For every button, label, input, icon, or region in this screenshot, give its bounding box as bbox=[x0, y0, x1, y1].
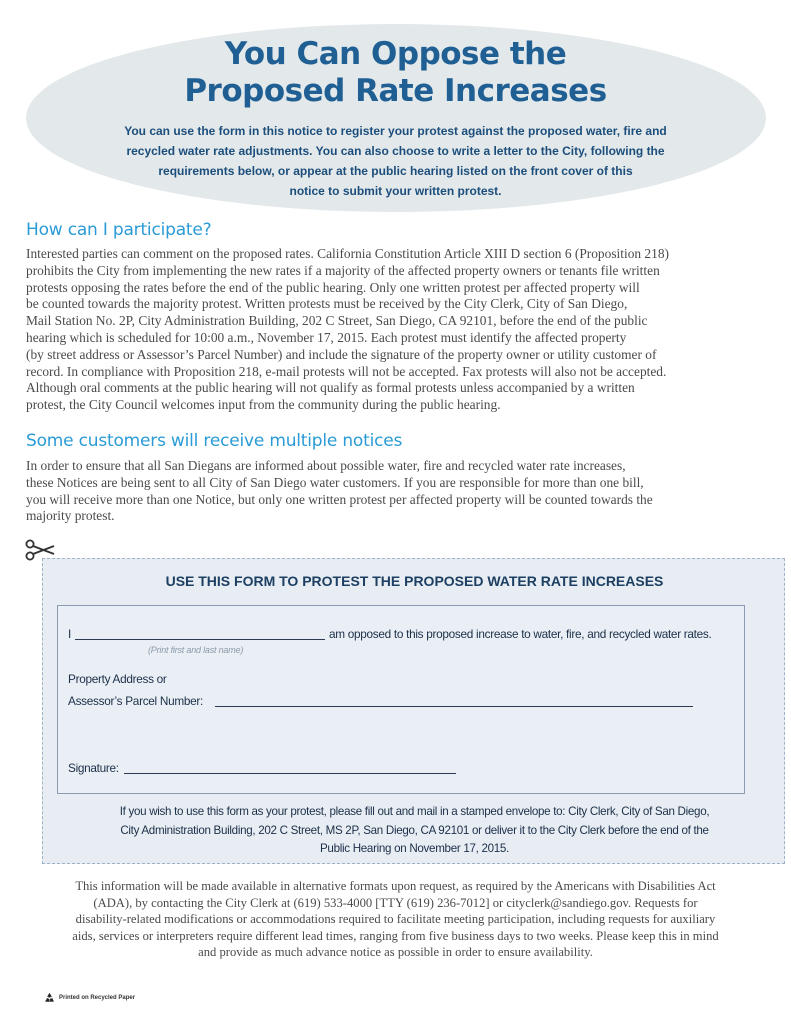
hero-subtitle-line: requirements below, or appear at the public hearing listed on the front cover of this bbox=[158, 164, 633, 178]
body-line: Interested parties can comment on the proposed rates. California Constitution Article XIII D section 6 (Proposition 218) bbox=[26, 246, 669, 261]
page-title bbox=[0, 36, 791, 110]
ada-notice bbox=[30, 878, 761, 961]
name-field[interactable] bbox=[75, 639, 325, 640]
form-title: USE THIS FORM TO PROTEST THE PROPOSED WATER RATE INCREASES bbox=[165, 573, 664, 589]
form-instructions-line: If you wish to use this form as your protest, please fill out and mail in a stamped envelope to: City Clerk, City of San Diego, bbox=[119, 805, 710, 818]
recycled-paper-label: Printed on Recycled Paper bbox=[59, 994, 136, 1001]
ada-line: This information will be made available in alternative formats upon request, as required by the Americans with Disabilities Act bbox=[75, 879, 716, 893]
body-line: record. In compliance with Proposition 218, e-mail protests will not be accepted. Fax protests will also not be accepted. bbox=[26, 363, 667, 379]
protest-form bbox=[42, 558, 785, 864]
address-label-line-1: Property Address or bbox=[68, 672, 167, 686]
address-label-line-2: Assessor’s Parcel Number: bbox=[68, 694, 203, 708]
ada-line: (ADA), by contacting the City Clerk at (619) 533-4000 [TTY (619) 236-7012] or cityclerk@sandiego.gov. Requests for bbox=[93, 895, 698, 910]
page-title-line-1: You Can Oppose the bbox=[224, 36, 567, 72]
hero-subtitle bbox=[90, 121, 701, 201]
body-line: majority protest. bbox=[26, 508, 115, 524]
name-statement: am opposed to this proposed increase to water, fire, and recycled water rates. bbox=[329, 627, 712, 641]
recycle-icon bbox=[44, 992, 55, 1003]
body-line: you will receive more than one Notice, but only one written protest per affected property will be counted towards the bbox=[26, 491, 653, 507]
ada-line: and provide as much advance notice as possible in order to ensure availability. bbox=[198, 945, 593, 959]
recycled-paper-mark bbox=[44, 992, 135, 1003]
notices-heading: Some customers will receive multiple notices bbox=[26, 431, 403, 451]
name-prefix: I bbox=[68, 627, 71, 641]
body-line: protest, the City Council welcomes input from the community during the public hearing. bbox=[26, 397, 501, 413]
body-line: hearing which is scheduled for 10:00 a.m., November 17, 2015. Each protest must identify the affected property bbox=[26, 329, 627, 345]
page-title-line-2: Proposed Rate Increases bbox=[184, 73, 607, 109]
signature-label: Signature: bbox=[68, 761, 119, 775]
signature-field[interactable] bbox=[124, 773, 456, 774]
form-fields-panel bbox=[57, 605, 745, 794]
participate-body bbox=[26, 246, 766, 414]
body-line: be counted towards the majority protest. Written protests must be received by the City Clerk, City of San Diego, bbox=[26, 296, 628, 312]
body-line: In order to ensure that all San Diegans are informed about possible water, fire and recycled water rate increases, bbox=[26, 458, 626, 473]
body-line: these Notices are being sent to all City of San Diego water customers. If you are responsible for more than one bill, bbox=[26, 474, 644, 490]
hero-subtitle-line: recycled water rate adjustments. You can also choose to write a letter to the City, following the bbox=[126, 144, 665, 158]
body-line: Although oral comments at the public hearing will not qualify as formal protests unless accompanied by a written bbox=[26, 380, 635, 396]
notices-body bbox=[26, 458, 766, 525]
hero-subtitle-line: You can use the form in this notice to register your protest against the proposed water, fire and bbox=[124, 124, 667, 138]
address-field[interactable] bbox=[215, 706, 693, 707]
ada-line: aids, services or interpreters require different lead times, ranging from five business days to two weeks. Please keep this in mind bbox=[72, 928, 719, 943]
body-line: protests opposing the rates before the end of the public hearing. Only one written protest per affected property will bbox=[26, 279, 640, 295]
form-instructions-line: Public Hearing on November 17, 2015. bbox=[320, 842, 509, 855]
ada-line: disability-related modifications or accommodations required to facilitate meeting participation, including requests for auxiliary bbox=[75, 912, 716, 926]
body-line: (by street address or Assessor’s Parcel Number) and include the signature of the property owner or utility customer of bbox=[26, 346, 657, 362]
form-instructions bbox=[63, 803, 766, 859]
form-instructions-line: City Administration Building, 202 C Street, MS 2P, San Diego, CA 92101 or deliver it to the City Clerk before the end of the bbox=[120, 823, 709, 837]
hero-subtitle-line: notice to submit your written protest. bbox=[289, 184, 502, 198]
participate-heading: How can I participate? bbox=[26, 220, 212, 240]
name-hint: (Print first and last name) bbox=[148, 645, 244, 655]
body-line: prohibits the City from implementing the new rates if a majority of the affected property owners or tenants file written bbox=[26, 262, 660, 278]
body-line: Mail Station No. 2P, City Administration Building, 202 C Street, San Diego, CA 92101, before the end of the public bbox=[26, 313, 648, 329]
